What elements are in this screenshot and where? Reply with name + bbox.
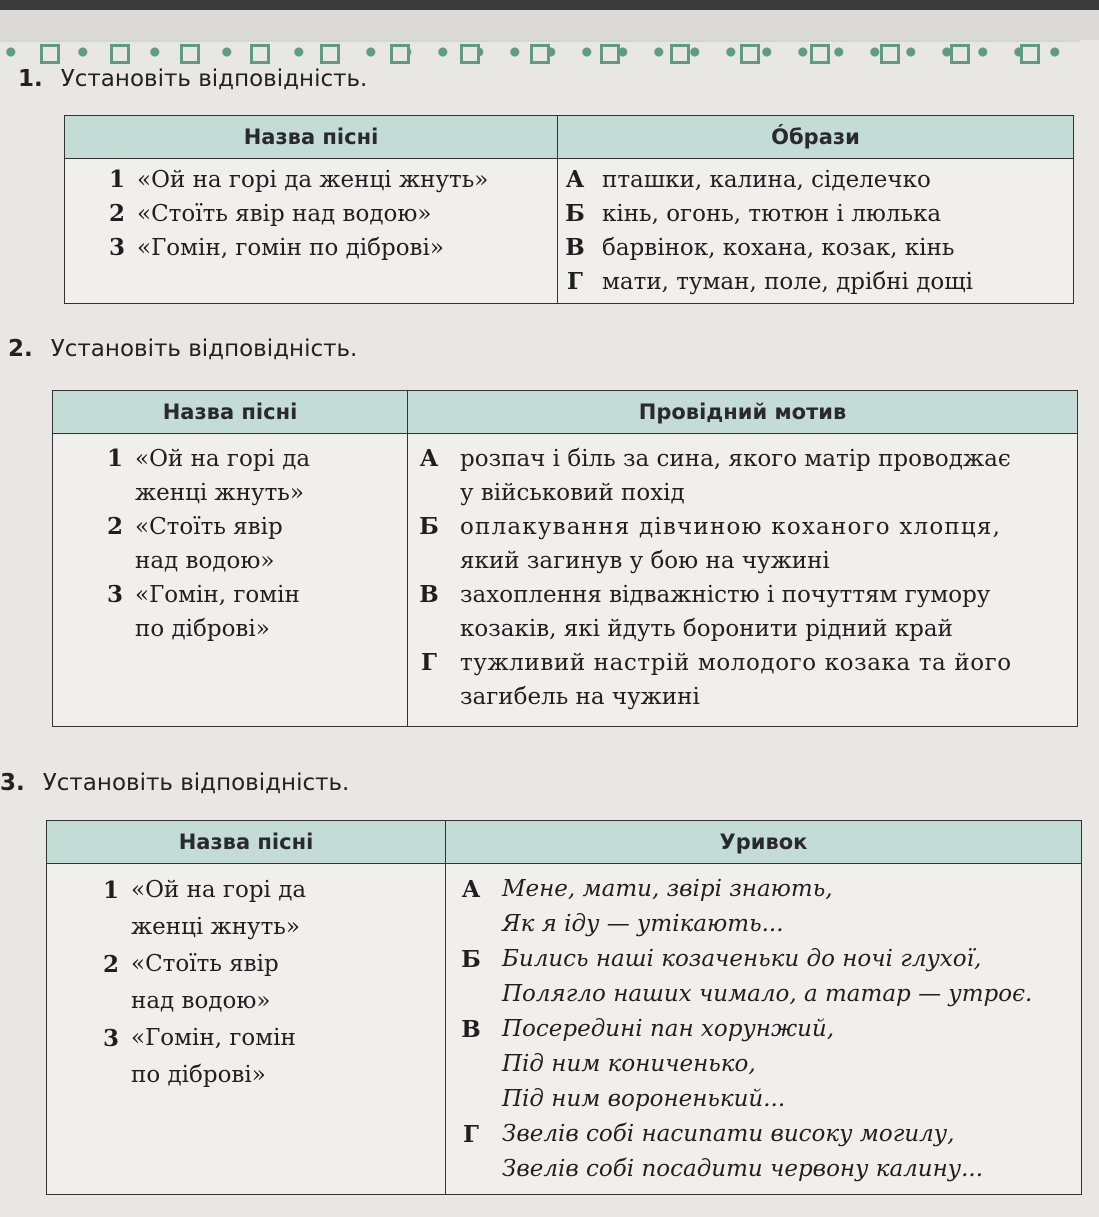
song-item: 3 «Гомін, гомін по діброві» bbox=[108, 234, 444, 261]
option-item: В Посередині пан хорунжий, bbox=[461, 1016, 835, 1043]
decorative-border bbox=[0, 40, 1080, 62]
songs-cell: 1 «Ой на горі да женці жнуть» 2 «Стоїть явір над водою» 3 «Гомін, гомін по діброві» bbox=[47, 864, 446, 1195]
header-song-name: Назва пісні bbox=[53, 391, 408, 434]
option-item: А пташки, калина, сіделечко bbox=[565, 166, 931, 193]
song-item: 1 «Ой на горі да женці жнуть» bbox=[108, 166, 489, 193]
option-item: Б кінь, огонь, тютюн і люлька bbox=[565, 200, 942, 227]
question-number: 2. bbox=[8, 336, 33, 362]
question-text: Установіть відповідність. bbox=[42, 770, 350, 796]
images-cell bbox=[558, 159, 1074, 304]
song-item: 1 «Ой на горі да bbox=[106, 445, 311, 472]
song-item: 3 «Гомін, гомін bbox=[102, 1025, 296, 1052]
songs-cell: 1 «Ой на горі да женці жнуть» 2 «Стоїть явір над водою» 3 «Гомін, гомін по діброві» bbox=[53, 434, 408, 727]
question-2-title bbox=[8, 336, 357, 362]
song-item: 2 «Стоїть явір bbox=[106, 513, 283, 540]
header-song-name: Назва пісні bbox=[65, 116, 558, 159]
question-3-title bbox=[0, 770, 349, 796]
header-motive: Провідний мотив bbox=[408, 391, 1078, 434]
question-1-title bbox=[18, 66, 367, 92]
song-item: 2 «Стоїть явір над водою» bbox=[108, 200, 432, 227]
option-item: Г Звелів собі насипати високу могилу, bbox=[463, 1121, 955, 1148]
option-item: Б оплакування дівчиною коханого хлопця, bbox=[419, 513, 1002, 540]
song-item: 1 «Ой на горі да bbox=[102, 877, 307, 904]
question-number: 1. bbox=[18, 66, 43, 92]
motive-cell: А розпач і біль за сина, якого матір проводжає у військовий похід Б оплакування дівчиною коханого хлопця, який загинув у бою на чужині В захоплення відважністю і почуттям гумору козаків, які йдуть боронити рідний край Г тужливий настрій молодого козака та його загибель на чужині bbox=[408, 434, 1078, 727]
matching-table-3 bbox=[46, 820, 1082, 1195]
excerpt-cell: А Мене, мати, звірі знають, Як я іду — утікають... Б Бились наші козаченьки до ночі глухої, Полягло наших чимало, а татар — утроє. В Посередині пан хорунжий, Під ним кониченько, Під ним вороненький... Г Звелів собі насипати високу могилу, Звелів собі посадити червону калину... bbox=[446, 864, 1082, 1195]
option-item: Г тужливий настрій молодого козака та його bbox=[421, 649, 1012, 676]
option-item: А Мене, мати, звірі знають, bbox=[461, 876, 833, 903]
songs-cell bbox=[65, 159, 558, 304]
matching-table-1 bbox=[64, 115, 1074, 304]
question-text: Установіть відповідність. bbox=[50, 336, 358, 362]
option-item: Г мати, туман, поле, дрібні дощі bbox=[567, 268, 973, 295]
option-item: А розпач і біль за сина, якого матір проводжає bbox=[419, 445, 1011, 472]
option-item: Б Бились наші козаченьки до ночі глухої, bbox=[461, 946, 982, 973]
matching-table-2 bbox=[52, 390, 1078, 727]
header-images: Óбрази bbox=[558, 116, 1074, 159]
question-number: 3. bbox=[0, 770, 25, 796]
song-item: 3 «Гомін, гомін bbox=[106, 581, 300, 608]
header-excerpt: Уривок bbox=[446, 821, 1082, 864]
option-item: В барвінок, кохана, козак, кінь bbox=[565, 234, 955, 261]
song-item: 2 «Стоїть явір bbox=[102, 951, 279, 978]
page-top-edge bbox=[0, 0, 1099, 40]
option-item: В захоплення відважністю і почуттям гумору bbox=[419, 581, 991, 608]
header-song-name: Назва пісні bbox=[47, 821, 446, 864]
question-text: Установіть відповідність. bbox=[60, 66, 368, 92]
